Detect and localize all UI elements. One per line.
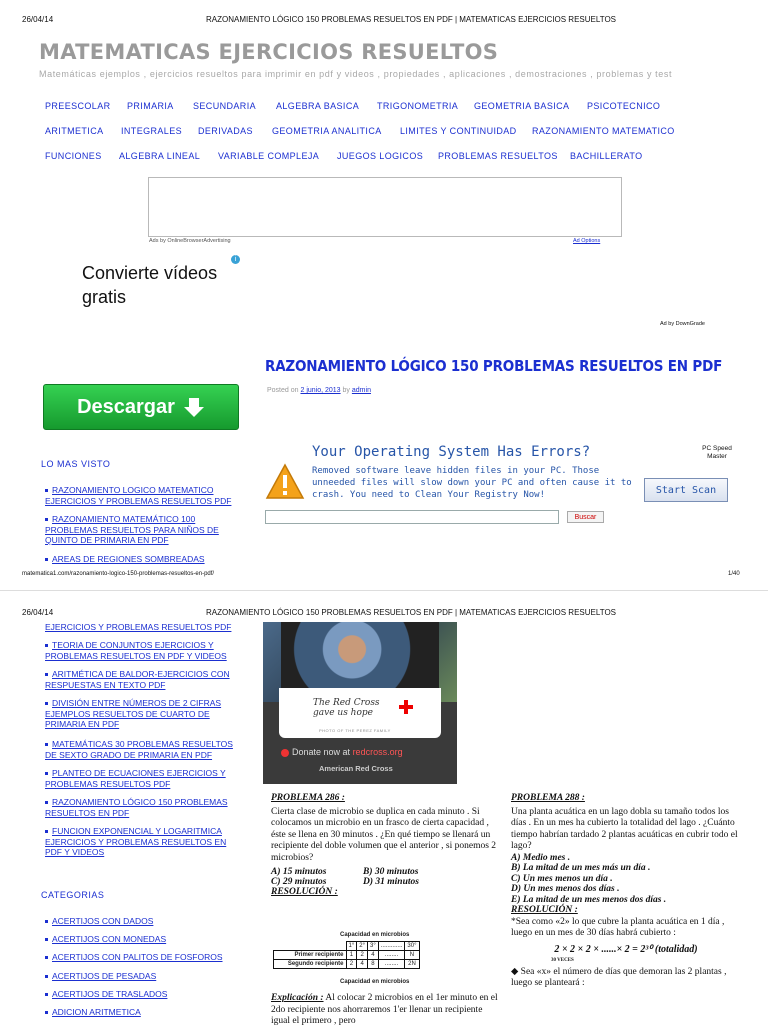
problem-286 bbox=[271, 793, 499, 899]
capacity-table: 1° 2° 3° ............. 30° Primer recipiente 1 2 4 ........ N Segundo recipiente 2 4 8 ........ 2N bbox=[273, 941, 420, 969]
post-meta bbox=[267, 387, 371, 394]
most-seen-heading: LO MAS VISTO bbox=[41, 459, 111, 469]
table-caption-2: Capacidad en microbios bbox=[340, 979, 410, 985]
nav-geometria-analitica[interactable]: GEOMETRIA ANALITICA bbox=[272, 126, 382, 136]
problem-286-body: Cierta clase de microbio se duplica en cada minuto . Si colocamos un microbio en un frasco de cierta capacidad , éste se llena en 30 minutos . ¿En qué tiempo se llenará un recipiente del doble volumen que el anterior , si ponemos 2 microbios? bbox=[271, 806, 497, 863]
problem-286-explicacion: Explicación : Al colocar 2 microbios en el 1er minuto en el 2do recipiente nos ahorraremos 1'er llenar un recipiente igual el primero , pero bbox=[271, 993, 498, 1026]
red-cross-ad[interactable] bbox=[263, 622, 457, 784]
problem-288-title: PROBLEMA 288 : bbox=[511, 793, 585, 803]
list-item[interactable]: FUNCION EXPONENCIAL Y LOGARITMICA EJERCICIOS Y PROBLEMAS RESUELTOS EN PDF Y VIDEOS bbox=[45, 826, 227, 857]
ad-options-link[interactable]: Ad Options bbox=[573, 238, 601, 244]
ad-by-downgrade: Ad by DownGrade bbox=[660, 321, 705, 327]
problem-288-sol2: ◆ Sea «x» el número de días que demoran las 2 plantas , luego se planteará : bbox=[511, 966, 727, 988]
print-doc-title-2: RAZONAMIENTO LÓGICO 150 PROBLEMAS RESUELTOS EN PDF | MATEMATICAS EJERCICIOS RESUELTOS bbox=[206, 608, 617, 617]
post-date-link[interactable]: 2 junio, 2013 bbox=[300, 387, 341, 394]
nav-aritmetica[interactable]: ARITMETICA bbox=[45, 126, 104, 136]
problem-288-body: Una planta acuática en un lago dobla su tamaño todos los días . En un mes ha cubierto la totalidad del lago . ¿Cuánto tiempo habrían tardado 2 plantas acuáticas en cubrir todo el lago? bbox=[511, 806, 738, 851]
posted-on-label: Posted on bbox=[267, 387, 299, 394]
print-date-2: 26/04/14 bbox=[22, 608, 54, 617]
list-item[interactable]: DIVISIÓN ENTRE NÚMEROS DE 2 CIFRAS EJEMPLOS RESUELTOS DE CUARTO DE PRIMARIA EN PDF bbox=[45, 698, 222, 729]
nav-algebra-lineal[interactable]: ALGEBRA LINEAL bbox=[119, 151, 201, 161]
list-item[interactable]: PLANTEO DE ECUACIONES EJERCICIOS Y PROBLEMAS RESUELTOS PDF bbox=[45, 768, 226, 789]
nav-primaria[interactable]: PRIMARIA bbox=[127, 101, 174, 111]
category-item[interactable]: ACERTIJOS CON MONEDAS bbox=[45, 934, 166, 945]
problem-288 bbox=[511, 793, 741, 990]
table-caption: Capacidad en microbios bbox=[340, 932, 410, 938]
list-item[interactable]: RAZONAMIENTO MATEMÁTICO 100 PROBLEMAS RESUELTOS PARA NIÑOS DE QUINTO DE PRIMARIA EN PDF bbox=[45, 514, 219, 545]
ad-banner[interactable] bbox=[148, 177, 622, 237]
by-label: by bbox=[342, 387, 350, 394]
footer-page: 1/40 bbox=[728, 571, 740, 577]
list-item[interactable]: ARITMÉTICA DE BALDOR-EJERCICIOS CON RESPUESTAS EN TEXTO PDF bbox=[45, 669, 230, 690]
donate-line: Donate now at redcross.org bbox=[281, 747, 403, 757]
list-item[interactable]: EJERCICIOS Y PROBLEMAS RESUELTOS PDF bbox=[45, 622, 232, 632]
download-button[interactable] bbox=[43, 384, 239, 430]
search-button[interactable]: Buscar bbox=[567, 511, 604, 523]
nav-secundaria[interactable]: SECUNDARIA bbox=[193, 101, 257, 111]
list-item[interactable]: MATEMÁTICAS 30 PROBLEMAS RESUELTOS DE SEXTO GRADO DE PRIMARIA EN PDF bbox=[45, 739, 233, 760]
author-link[interactable]: admin bbox=[351, 387, 371, 394]
start-scan-button[interactable]: Start Scan bbox=[644, 478, 728, 502]
photo-family-label: PHOTO OF THE PEREZ FAMILY bbox=[319, 728, 391, 733]
post-title[interactable]: RAZONAMIENTO LÓGICO 150 PROBLEMAS RESUELTOS EN PDF bbox=[265, 357, 723, 375]
problem-288-sol1: *Sea como «2» lo que cubre la planta acuática en 1 día , luego en un mes de 30 días habrá cubierto : bbox=[511, 916, 725, 938]
list-item[interactable]: RAZONAMIENTO LÓGICO 150 PROBLEMAS RESUELTOS EN PDF bbox=[45, 797, 228, 818]
nav-geometria-basica[interactable]: GEOMETRIA BASICA bbox=[474, 101, 570, 111]
nav-derivadas[interactable]: DERIVADAS bbox=[198, 126, 253, 136]
nav-trigonometria[interactable]: TRIGONOMETRIA bbox=[377, 101, 459, 111]
print-doc-title: RAZONAMIENTO LÓGICO 150 PROBLEMAS RESUELTOS EN PDF | MATEMATICAS EJERCICIOS RESUELTOS bbox=[206, 15, 617, 24]
error-ad-title[interactable]: Your Operating System Has Errors? bbox=[312, 444, 591, 460]
pc-speed-master-label: PC Speed Master bbox=[702, 445, 732, 460]
nav-razonamiento[interactable]: RAZONAMIENTO MATEMATICO bbox=[532, 126, 675, 136]
problem-288-formula: 2 × 2 × 2 × ......× 2 = 2³⁰ (totalidad) bbox=[554, 943, 698, 955]
nav-problemas-resueltos[interactable]: PROBLEMAS RESUELTOS bbox=[438, 151, 558, 161]
problem-286-resolucion: RESOLUCIÓN : bbox=[271, 887, 338, 897]
category-item[interactable]: ADICION ARITMETICA bbox=[45, 1007, 141, 1018]
error-ad-body: Removed software leave hidden files in your PC. Those unneeded files will slow down your PC and often cause it to crash. You need to Clean Your Registry Now! bbox=[312, 466, 632, 500]
warning-icon bbox=[265, 463, 305, 501]
category-item[interactable]: ACERTIJOS CON DADOS bbox=[45, 916, 153, 927]
nav-limites[interactable]: LIMITES Y CONTINUIDAD bbox=[400, 126, 517, 136]
photo-caption: The Red Cross gave us hope bbox=[313, 698, 380, 718]
category-item[interactable]: ACERTIJOS DE PESADAS bbox=[45, 971, 156, 982]
nav-preescolar[interactable]: PREESCOLAR bbox=[45, 101, 111, 111]
categories-heading: CATEGORIAS bbox=[41, 890, 105, 900]
ad-info-icon[interactable]: i bbox=[231, 255, 240, 264]
nav-variable-compleja[interactable]: VARIABLE COMPLEJA bbox=[218, 151, 320, 161]
red-cross-icon bbox=[399, 700, 413, 714]
list-item[interactable]: AREAS DE REGIONES SOMBREADAS bbox=[45, 554, 245, 565]
problem-288-resolucion: RESOLUCIÓN : bbox=[511, 905, 578, 915]
site-title[interactable]: MATEMATICAS EJERCICIOS RESUELTOS bbox=[39, 40, 499, 64]
list-item[interactable]: TEORIA DE CONJUNTOS EJERCICIOS Y PROBLEMAS RESUELTOS EN PDF Y VIDEOS bbox=[45, 640, 227, 661]
ads-by-label: Ads by OnlineBrowserAdvertising bbox=[149, 238, 231, 244]
nav-bachillerato[interactable]: BACHILLERATO bbox=[570, 151, 643, 161]
search-input[interactable] bbox=[265, 510, 559, 524]
nav-psicotecnico[interactable]: PSICOTECNICO bbox=[587, 101, 661, 111]
list-item[interactable]: RAZONAMIENTO LOGICO MATEMATICO EJERCICIOS Y PROBLEMAS RESUELTOS PDF bbox=[45, 485, 232, 506]
problem-286-options: A) 15 minutos B) 30 minutos C) 29 minutos D) 31 minutos bbox=[271, 867, 419, 887]
problem-288-options: A) Medio mes . B) La mitad de un mes más un día . C) Un mes menos un día . D) Un mes menos dos días . E) La mitad de un mes menos dos días . bbox=[511, 852, 667, 905]
arrow-down-icon bbox=[183, 396, 205, 418]
category-item[interactable]: ACERTIJOS DE TRASLADOS bbox=[45, 989, 167, 1000]
nav-funciones[interactable]: FUNCIONES bbox=[45, 151, 102, 161]
print-date: 26/04/14 bbox=[22, 15, 54, 24]
nav-algebra-basica[interactable]: ALGEBRA BASICA bbox=[276, 101, 360, 111]
arrow-right-icon bbox=[281, 749, 289, 757]
ad-convierte-videos[interactable]: Convierte vídeos gratis bbox=[82, 263, 218, 307]
nav-integrales[interactable]: INTEGRALES bbox=[121, 126, 183, 136]
page-divider bbox=[0, 590, 768, 609]
nav-juegos-logicos[interactable]: JUEGOS LOGICOS bbox=[337, 151, 424, 161]
site-tagline: Matemáticas ejemplos , ejercicios resueltos para imprimir en pdf y videos , propiedades , aplicaciones , demostraciones , problemas y test bbox=[39, 69, 673, 79]
footer-url: matematica1.com/razonamiento-logico-150-problemas-resueltos-en-pdf/ bbox=[22, 571, 215, 577]
problem-288-veces: 30 VECES bbox=[551, 958, 574, 963]
problem-286-title: PROBLEMA 286 : bbox=[271, 793, 345, 803]
download-label: Descargar bbox=[77, 395, 175, 418]
red-cross-org: American Red Cross bbox=[319, 764, 393, 773]
category-item[interactable]: ACERTIJOS CON PALITOS DE FOSFOROS bbox=[45, 952, 223, 963]
